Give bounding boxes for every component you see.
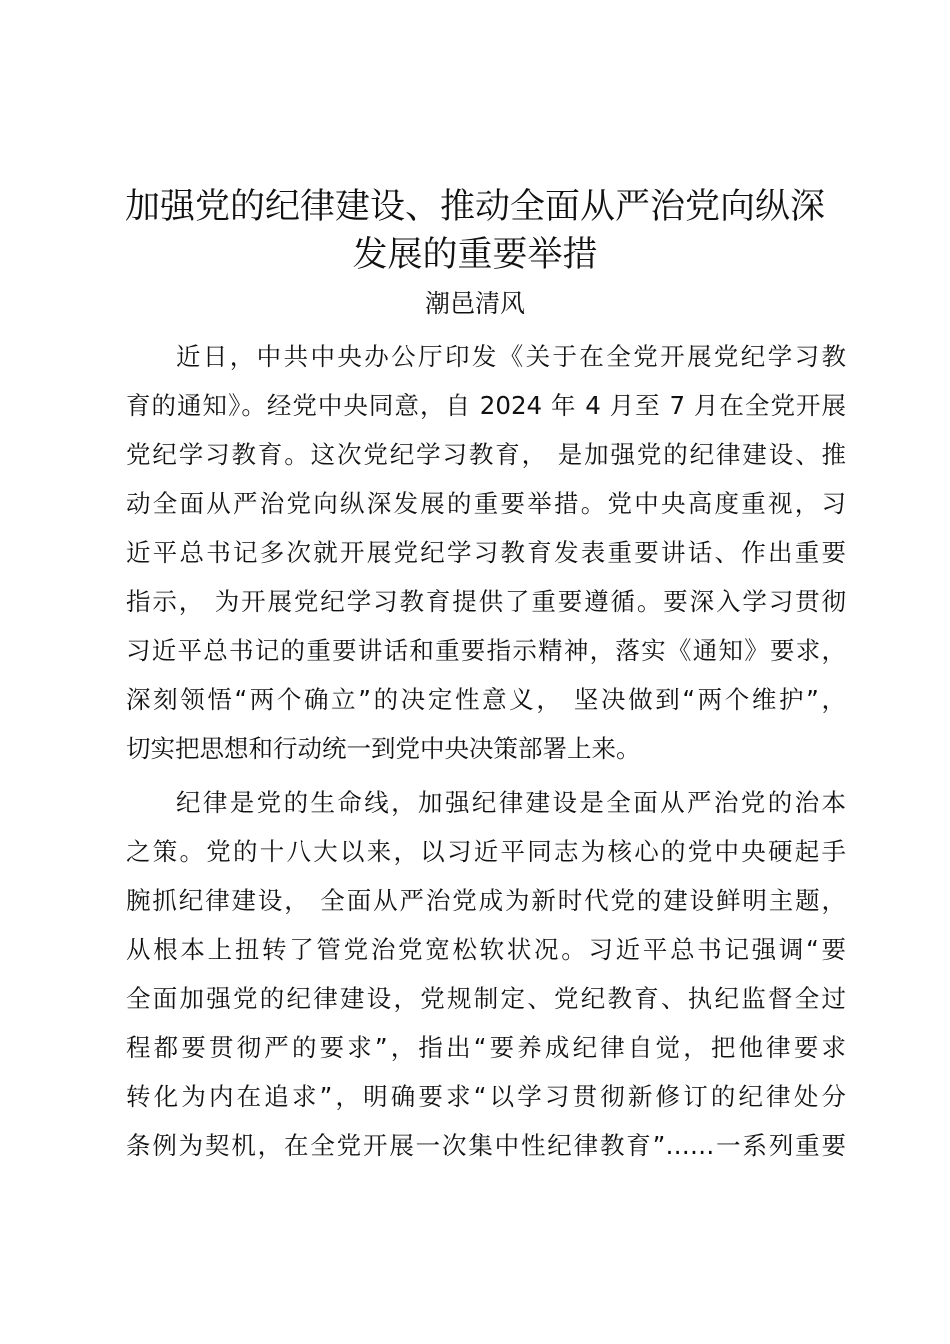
document-author: 潮邑清风 xyxy=(424,289,525,318)
paragraph-line: 动全面从严治党向纵深发展的重要举措。党中央高度重视，习 xyxy=(126,489,846,518)
paragraph-line: 近日，中共中央办公厅印发《关于在全党开展党纪学习教 xyxy=(176,342,846,371)
document-title-line-2: 发展的重要举措 xyxy=(352,235,598,275)
paragraph-line: 全面加强党的纪律建设，党规制定、党纪教育、执纪监督全过 xyxy=(126,984,846,1013)
paragraph-line: 指示， 为开展党纪学习教育提供了重要遵循。要深入学习贯彻 xyxy=(126,587,846,616)
paragraph-line: 腕抓纪律建设， 全面从严治党成为新时代党的建设鲜明主题， xyxy=(126,886,846,915)
paragraph-line: 之策。党的十八大以来，以习近平同志为核心的党中央硬起手 xyxy=(126,837,846,866)
paragraph-line: 从根本上扭转了管党治党宽松软状况。习近平总书记强调“要 xyxy=(126,935,846,964)
paragraph-line: 育的通知》。经党中央同意，自 2024 年 4 月至 7 月在全党开展 xyxy=(126,391,846,420)
paragraph-line: 切实把思想和行动统一到党中央决策部署上来。 xyxy=(126,734,641,763)
paragraph-1 xyxy=(126,332,846,773)
paragraph-line: 转化为内在追求”，明确要求“以学习贯彻新修订的纪律处分 xyxy=(126,1082,846,1111)
paragraph-line: 近平总书记多次就开展党纪学习教育发表重要讲话、作出重要 xyxy=(126,538,846,567)
paragraph-line: 深刻领悟“两个确立”的决定性意义， 坚决做到“两个维护”， xyxy=(126,685,846,714)
paragraph-line: 程都要贯彻严的要求”，指出“要养成纪律自觉，把他律要求 xyxy=(126,1033,846,1062)
paragraph-line: 习近平总书记的重要讲话和重要指示精神，落实《通知》要求， xyxy=(126,636,846,665)
paragraph-line: 纪律是党的生命线，加强纪律建设是全面从严治党的治本 xyxy=(176,788,846,817)
paragraph-2 xyxy=(126,778,846,1170)
document-title-line-1: 加强党的纪律建设、推动全面从严治党向纵深 xyxy=(124,187,825,227)
paragraph-line: 党纪学习教育。这次党纪学习教育， 是加强党的纪律建设、推 xyxy=(126,440,846,469)
paragraph-line: 条例为契机，在全党开展一次集中性纪律教育”……一系列重要 xyxy=(126,1131,846,1160)
